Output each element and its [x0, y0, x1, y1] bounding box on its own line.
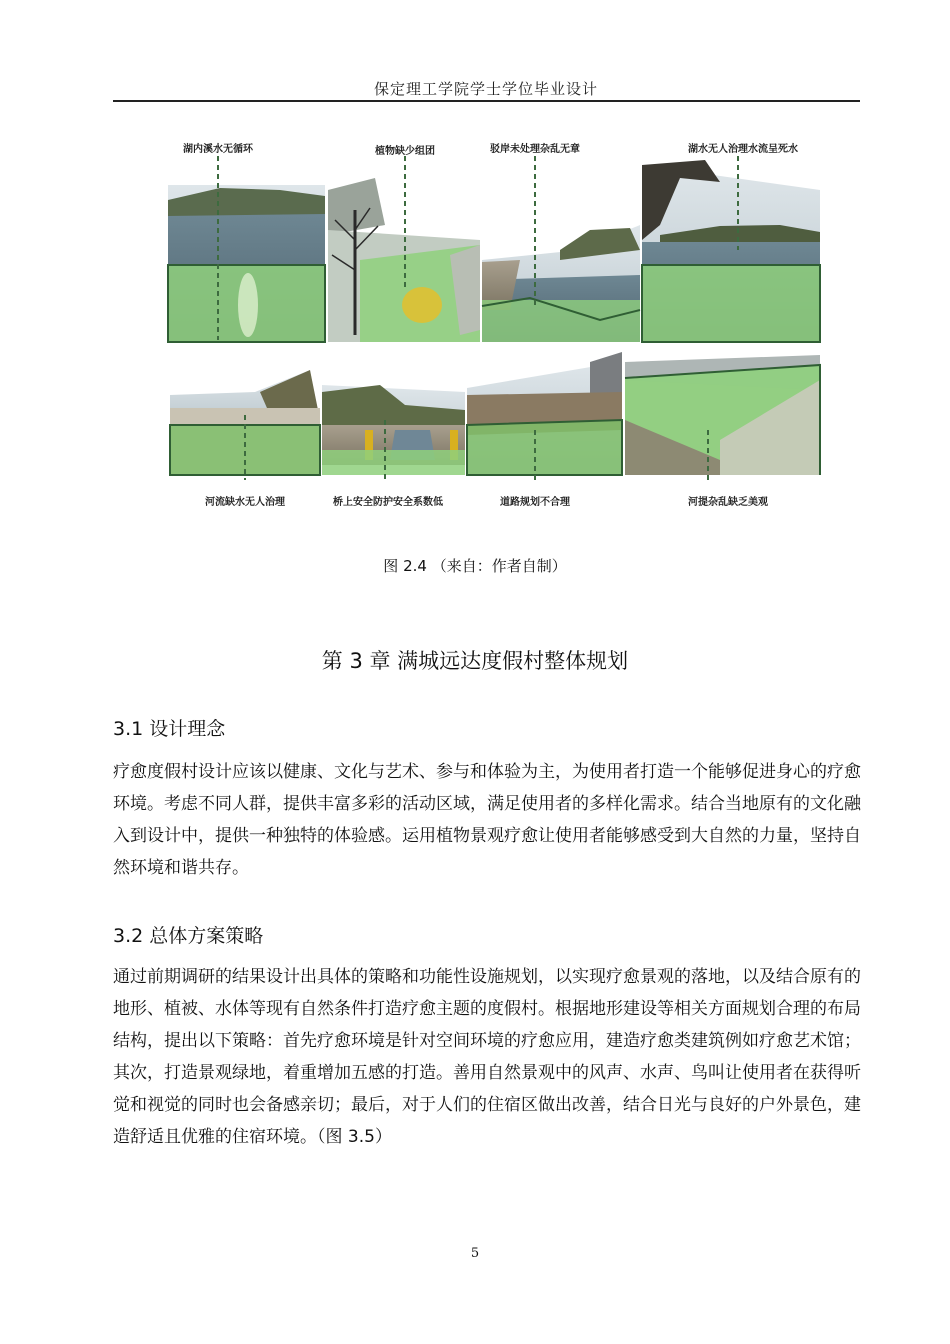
figure-label-top-1: 湖内溪水无循环	[183, 144, 253, 155]
photo-lake-no-circulation	[168, 185, 325, 342]
figure-label-bottom-2: 桥上安全防护安全系数低	[333, 497, 443, 508]
page-header: 保定理工学院学士学位毕业设计	[373, 80, 598, 98]
section-heading-design-concept: 3.1 设计理念	[113, 718, 226, 740]
photo-dry-river	[170, 370, 320, 475]
figure-label-top-3: 驳岸未处理杂乱无章	[490, 144, 580, 155]
photo-messy-revetment	[482, 225, 640, 342]
photo-messy-embankment	[625, 355, 820, 475]
site-analysis-figure	[160, 130, 830, 520]
figure-caption: 图 2.4 （来自：作者自制）	[383, 557, 567, 575]
photo-bad-road	[467, 352, 622, 475]
figure-label-bottom-4: 河提杂乱缺乏美观	[688, 497, 768, 508]
photo-stagnant-lake	[642, 160, 820, 342]
photo-bridge-safety	[322, 385, 465, 475]
page-number: 5	[470, 1246, 480, 1261]
figure-label-top-4: 湖水无人治理水流呈死水	[688, 144, 798, 155]
figure-label-bottom-3: 道路规划不合理	[500, 497, 570, 508]
header-rule	[113, 100, 860, 102]
section-heading-overall-strategy: 3.2 总体方案策略	[113, 925, 264, 947]
photo-collage	[160, 130, 830, 520]
chapter-title: 第 3 章 满城远达度假村整体规划	[321, 649, 629, 673]
figure-label-top-2: 植物缺少组团	[375, 146, 435, 157]
section-paragraph-overall-strategy: 通过前期调研的结果设计出具体的策略和功能性设施规划，以实现疗愈景观的落地，以及结合原有的地形、植被、水体等现有自然条件打造疗愈主题的度假村。根据地形建设等相关方面规划合理的布局结构，提出以下策略：首先疗愈环境是针对空间环境的疗愈应用，建造疗愈类建筑例如疗愈艺术馆；其次，打造景观绿地，着重增加五感的打造。善用自然景观中的风声、水声、鸟叫让使用者在获得听觉和视觉的同时也会备感亲切；最后，对于人们的住宿区做出改善，结合日光与良好的户外景色，建造舒适且优雅的住宿环境。（图 3.5）	[113, 967, 861, 1147]
figure-label-bottom-1: 河流缺水无人治理	[205, 497, 285, 508]
section-paragraph-design-concept: 疗愈度假村设计应该以健康、文化与艺术、参与和体验为主，为使用者打造一个能够促进身心的疗愈环境。考虑不同人群，提供丰富多彩的活动区域，满足使用者的多样化需求。结合当地原有的文化融入到设计中，提供一种独特的体验感。运用植物景观疗愈让使用者能够感受到大自然的力量，坚持自然环境和谐共存。	[113, 762, 861, 878]
